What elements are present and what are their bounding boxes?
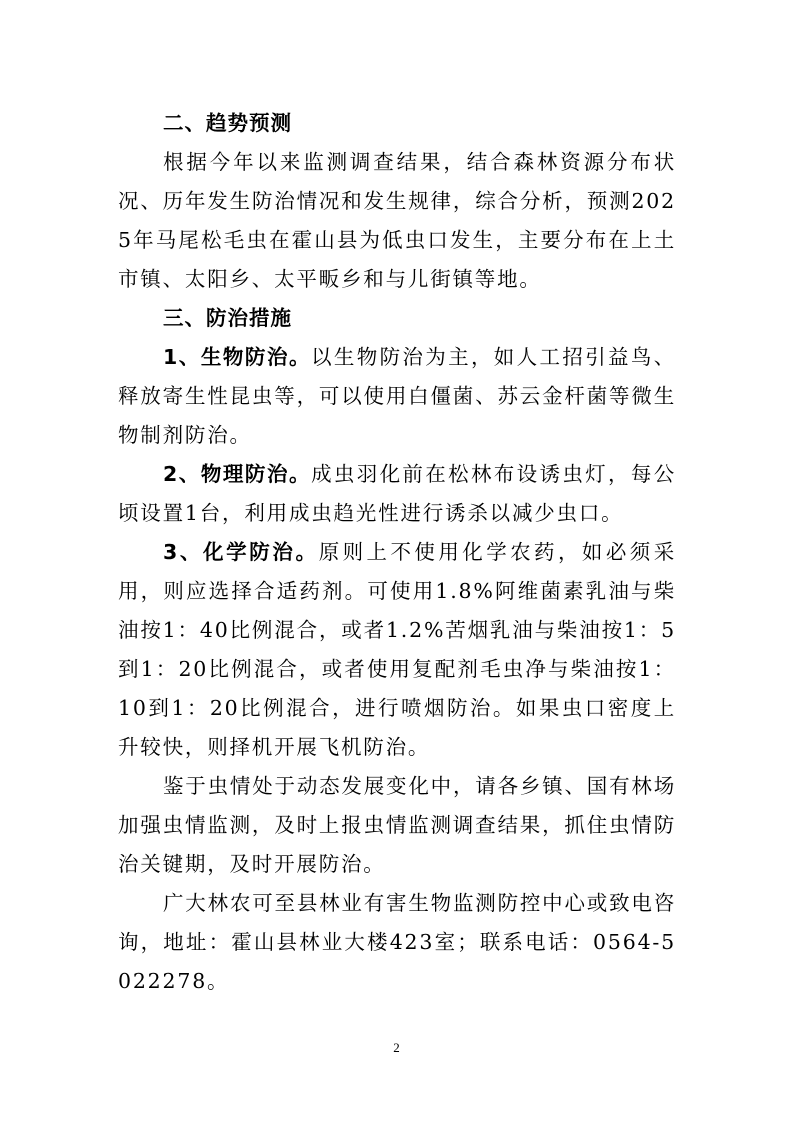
lead-biological-control: 1、生物防治。 [163, 345, 312, 369]
paragraph-monitoring-notice: 鉴于虫情处于动态发展变化中，请各乡镇、国有林场加强虫情监测，及时上报虫情监测调查结果，抓住虫情防治关键期，及时开展防治。 [118, 774, 676, 876]
paragraph-contact-info: 广大林农可至县林业有害生物监测防控中心或致电咨询，地址：霍山县林业大楼423室；联系电话：0564-5022278。 [118, 891, 676, 993]
lead-chemical-control: 3、化学防治。 [163, 540, 319, 564]
paragraph-chemical-control [118, 533, 676, 767]
section-heading-trend-forecast: 二、趋势预测 [163, 111, 292, 135]
document-body [118, 104, 676, 1001]
text-chemical-control: 原则上不使用化学农药，如必须采用，则应选择合适药剂。可使用1.8%阿维菌素乳油与柴油按1：40比例混合，或者1.2%苦烟乳油与柴油按1：5到1：20比例混合，或者使用复配剂毛虫净与柴油按1：10到1：20比例混合，进行喷烟防治。如果虫口密度上升较快，则择机开展飞机防治。 [118, 540, 677, 759]
page-number: 2 [393, 1040, 400, 1055]
paragraph-biological-control [118, 338, 676, 455]
text-biological-control: 以生物防治为主，如人工招引益鸟、释放寄生性昆虫等，可以使用白僵菌、苏云金杆菌等微生物制剂防治。 [118, 345, 676, 447]
paragraph-physical-control [118, 455, 676, 533]
lead-physical-control: 2、物理防治。 [163, 462, 312, 486]
section-heading-control-measures: 三、防治措施 [163, 306, 292, 330]
paragraph-trend-forecast: 根据今年以来监测调查结果，结合森林资源分布状况、历年发生防治情况和发生规律，综合分析，预测2025年马尾松毛虫在霍山县为低虫口发生，主要分布在上土市镇、太阳乡、太平畈乡和与儿街镇等地。 [118, 150, 676, 291]
text-physical-control: 成虫羽化前在松林布设诱虫灯，每公顷设置1台，利用成虫趋光性进行诱杀以减少虫口。 [118, 462, 676, 525]
